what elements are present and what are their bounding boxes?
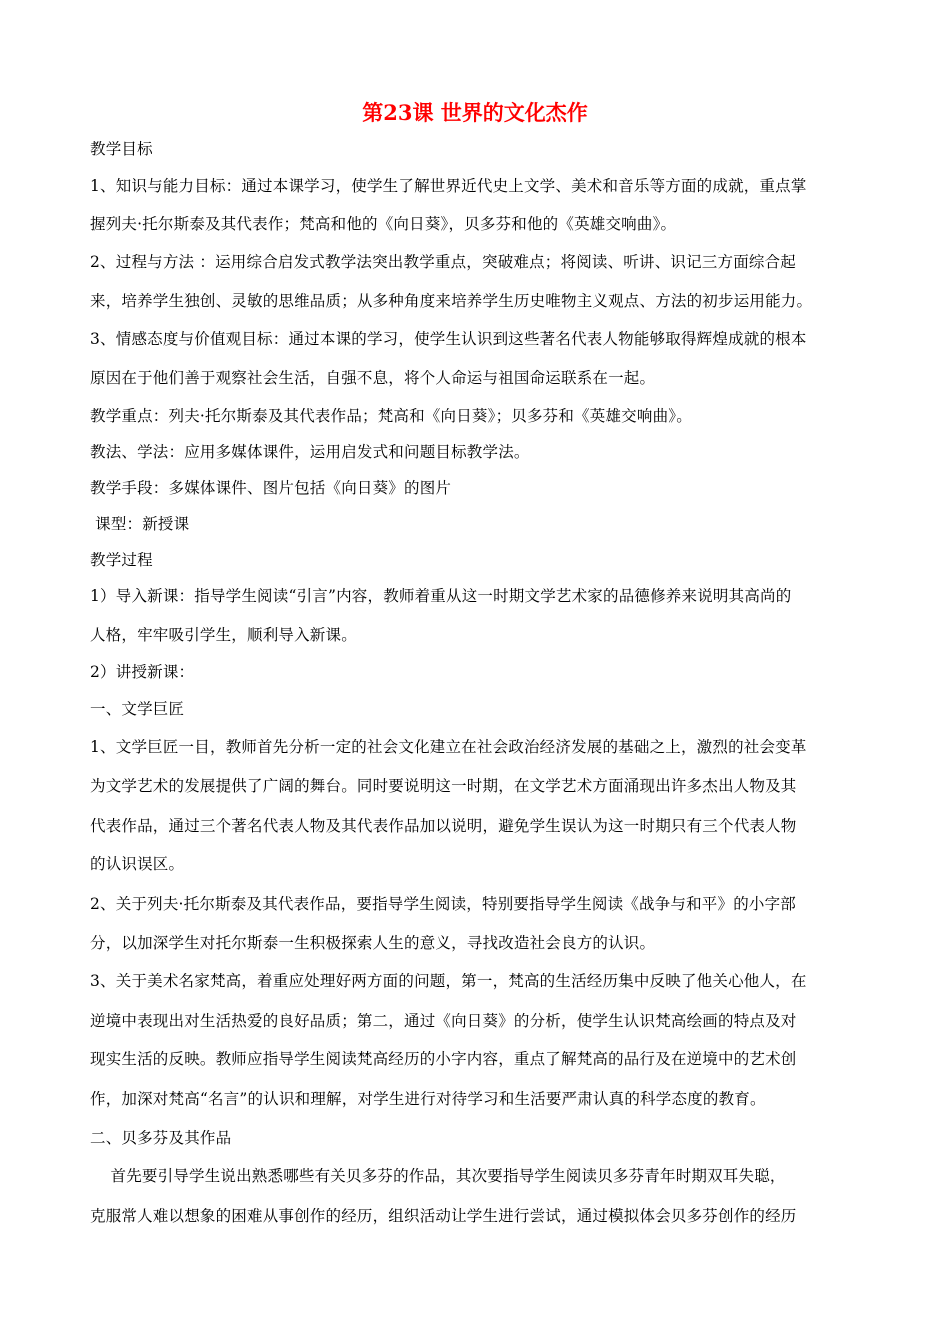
paragraph-line: 2、过程与方法 ：运用综合启发式教学法突出教学重点，突破难点；将阅读、听讲、识记三方面综合起 <box>90 253 796 271</box>
paragraph-line: 原因在于他们善于观察社会生活，自强不息，将个人命运与祖国命运联系在一起。 <box>90 369 656 387</box>
paragraph-line: 1）导入新课：指导学生阅读“引言”内容，教师着重从这一时期文学艺术家的品德修养来说明其高尚的 <box>90 587 792 605</box>
paragraph-line: 教学重点：列夫·托尔斯泰及其代表作品；梵高和《向日葵》；贝多芬和《英雄交响曲》。 <box>90 407 692 425</box>
paragraph-line: 作，加深对梵高“名言”的认识和理解，对学生进行对待学习和生活要严肃认真的科学态度的教育。 <box>90 1090 766 1108</box>
paragraph-line: 首先要引导学生说出熟悉哪些有关贝多芬的作品，其次要指导学生阅读贝多芬青年时期双耳失聪， <box>90 1167 786 1185</box>
paragraph-line: 现实生活的反映。教师应指导学生阅读梵高经历的小字内容，重点了解梵高的品行及在逆境中的艺术创 <box>90 1050 797 1068</box>
paragraph-line: 3、关于美术名家梵高，着重应处理好两方面的问题，第一，梵高的生活经历集中反映了他关心他人，在 <box>90 972 807 990</box>
section-heading: 二、贝多芬及其作品 <box>90 1129 232 1147</box>
paragraph-line: 为文学艺术的发展提供了广阔的舞台。同时要说明这一时期，在文学艺术方面涌现出许多杰出人物及其 <box>90 777 797 795</box>
paragraph-line: 课型：新授课 <box>90 515 190 533</box>
paragraph-line: 的认识误区。 <box>90 855 185 873</box>
paragraph-line: 2、关于列夫·托尔斯泰及其代表作品，要指导学生阅读，特别要指导学生阅读《战争与和平》的小字部 <box>90 895 796 913</box>
paragraph-line: 教学手段：多媒体课件、图片包括《向日葵》的图片 <box>90 479 452 497</box>
document-title: 第23课 世界的文化杰作 <box>362 100 588 125</box>
paragraph-line: 1、知识与能力目标：通过本课学习，使学生了解世界近代史上文学、美术和音乐等方面的成就，重点掌 <box>90 177 807 195</box>
paragraph-line: 1、文学巨匠一目，教师首先分析一定的社会文化建立在社会政治经济发展的基础之上，激烈的社会变革 <box>90 738 807 756</box>
section-heading: 一、文学巨匠 <box>90 700 185 718</box>
paragraph-line: 来，培养学生独创、灵敏的思维品质；从多种角度来培养学生历史唯物主义观点、方法的初步运用能力。 <box>90 292 813 310</box>
heading-process: 教学过程 <box>90 551 153 569</box>
paragraph-line: 克服常人难以想象的困难从事创作的经历，组织活动让学生进行尝试，通过模拟体会贝多芬创作的经历 <box>90 1207 797 1225</box>
paragraph-line: 3、情感态度与价值观目标：通过本课的学习，使学生认识到这些著名代表人物能够取得辉煌成就的根本 <box>90 330 807 348</box>
paragraph-line: 分，以加深学生对托尔斯泰一生积极探索人生的意义，寻找改造社会良方的认识。 <box>90 934 656 952</box>
paragraph-line: 2）讲授新课： <box>90 663 195 681</box>
paragraph-line: 握列夫·托尔斯泰及其代表作；梵高和他的《向日葵》，贝多芬和他的《英雄交响曲》。 <box>90 215 677 233</box>
paragraph-line: 代表作品，通过三个著名代表人物及其代表作品加以说明，避免学生误认为这一时期只有三个代表人物 <box>90 817 797 835</box>
paragraph-line: 逆境中表现出对生活热爱的良好品质；第二，通过《向日葵》的分析，使学生认识梵高绘画的特点及对 <box>90 1012 797 1030</box>
heading-objectives: 教学目标 <box>90 140 153 158</box>
paragraph-line: 教法、学法：应用多媒体课件，运用启发式和问题目标教学法。 <box>90 443 530 461</box>
paragraph-line: 人格，牢牢吸引学生，顺利导入新课。 <box>90 626 357 644</box>
